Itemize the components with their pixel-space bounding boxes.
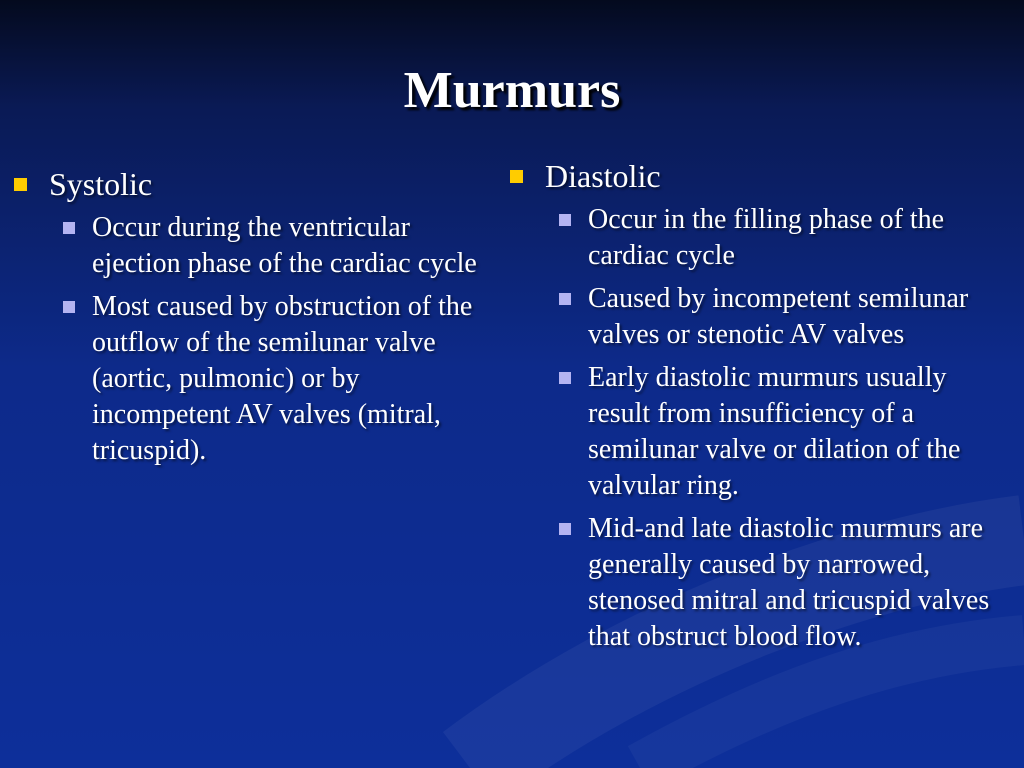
diastolic-heading: Diastolic — [545, 158, 661, 194]
systolic-column — [12, 165, 492, 469]
diastolic-heading-item — [508, 157, 1013, 195]
square-bullet-icon — [559, 293, 571, 305]
systolic-heading: Systolic — [49, 166, 153, 202]
square-bullet-icon — [559, 523, 571, 535]
diastolic-list-item — [553, 202, 1013, 274]
square-bullet-icon — [63, 301, 75, 313]
square-bullet-icon — [559, 372, 571, 384]
list-item-text: Most caused by obstruction of the outflow of the semilunar valve (aortic, pulmonic) or by incompetent AV valves (mitral, tricuspid). — [92, 291, 473, 466]
diastolic-list-item — [553, 360, 1013, 504]
square-bullet-icon — [14, 178, 27, 191]
slide-title: Murmurs — [403, 62, 621, 119]
systolic-list-item — [57, 289, 492, 469]
list-item-text: Mid-and late diastolic murmurs are generally caused by narrowed, stenosed mitral and tricuspid valves that obstruct blood flow. — [588, 513, 990, 652]
list-item-text: Caused by incompetent semilunar valves or stenotic AV valves — [588, 283, 969, 350]
square-bullet-icon — [559, 214, 571, 226]
diastolic-list-item — [553, 281, 1013, 353]
systolic-heading-item — [12, 165, 492, 203]
diastolic-column — [508, 157, 1013, 655]
list-item-text: Occur during the ventricular ejection phase of the cardiac cycle — [92, 212, 477, 279]
square-bullet-icon — [510, 170, 523, 183]
list-item-text: Occur in the filling phase of the cardiac cycle — [588, 204, 945, 271]
list-item-text: Early diastolic murmurs usually result from insufficiency of a semilunar valve or dilation of the valvular ring. — [588, 362, 961, 501]
square-bullet-icon — [63, 222, 75, 234]
diastolic-list-item — [553, 511, 1013, 655]
systolic-list-item — [57, 210, 492, 282]
